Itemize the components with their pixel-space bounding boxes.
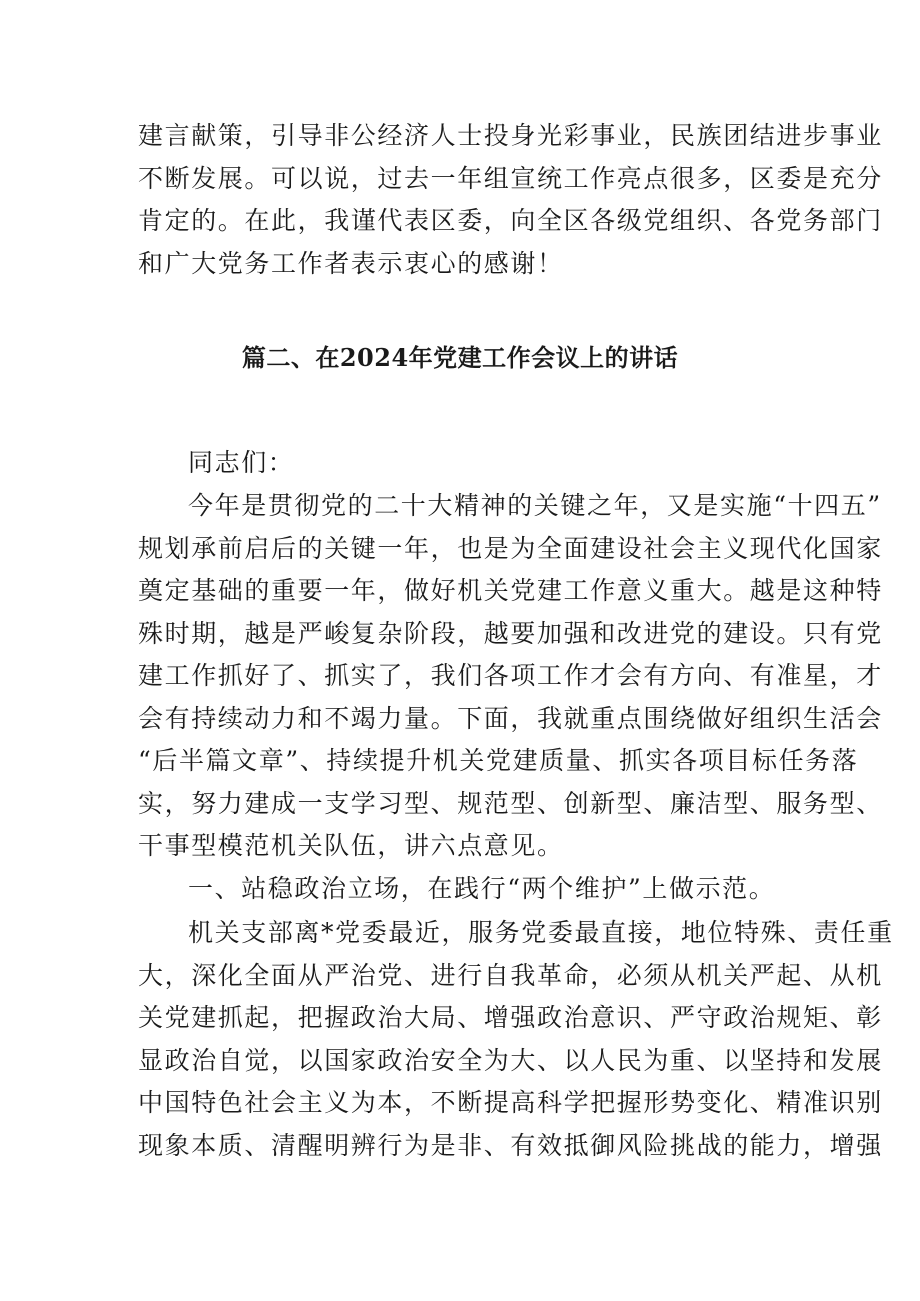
paragraph-line: 中国特色社会主义为本，不断提高科学把握形势变化、精准识别	[138, 1088, 883, 1117]
paragraph-line: 建工作抓好了、抓实了，我们各项工作才会有方向、有准星，才	[138, 661, 883, 690]
continuation-paragraph	[138, 115, 883, 285]
intro-paragraph	[138, 485, 883, 868]
body-paragraph	[138, 912, 894, 1167]
paragraph-line: 殊时期，越是严峻复杂阶段，越要加强和改进党的建设。只有党	[138, 618, 883, 648]
paragraph-line: 奠定基础的重要一年，做好机关党建工作意义重大。越是这种特	[138, 576, 883, 605]
paragraph-line: 显政治自觉，以国家政治安全为大、以人民为重、以坚持和发展	[138, 1045, 883, 1075]
paragraph-line: 现象本质、清醒明辨行为是非、有效抵御风险挑战的能力，增强	[138, 1130, 883, 1160]
point-one-text: 一、站稳政治立场，在践行“两个维护”上做示范。	[188, 874, 776, 903]
paragraph-line: 实，努力建成一支学习型、规范型、创新型、廉洁型、服务型、	[138, 788, 883, 818]
section-heading: 篇二、在2024年党建工作会议上的讲话	[241, 343, 679, 372]
paragraph-line: 和广大党务工作者表示衷心的感谢！	[138, 248, 564, 278]
paragraph-line: 关党建抓起，把握政治大局、增强政治意识、严守政治规矩、彰	[138, 1003, 883, 1032]
paragraph-line: 机关支部离*党委最近，服务党委最直接，地位特殊、责任重	[188, 918, 894, 947]
paragraph-line: 肯定的。在此，我谨代表区委，向全区各级党组织、各党务部门	[138, 206, 883, 235]
paragraph-line: “后半篇文章”、持续提升机关党建质量、抓实各项目标任务落	[138, 746, 859, 775]
salutation-text: 同志们：	[188, 448, 295, 477]
paragraph-line: 大，深化全面从严治党、进行自我革命，必须从机关严起、从机	[138, 960, 883, 990]
salutation	[138, 442, 786, 485]
paragraph-line: 建言献策，引导非公经济人士投身光彩事业，民族团结进步事业	[138, 121, 883, 150]
paragraph-line: 会有持续动力和不竭力量。下面，我就重点围绕做好组织生活会	[138, 703, 883, 733]
point-one-heading	[138, 868, 786, 911]
paragraph-line: 规划承前启后的关键一年，也是为全面建设社会主义现代化国家	[138, 533, 883, 563]
paragraph-line: 不断发展。可以说，过去一年组宣统工作亮点很多，区委是充分	[138, 163, 883, 193]
paragraph-line: 干事型模范机关队伍，讲六点意见。	[138, 831, 564, 860]
paragraph-line: 今年是贯彻党的二十大精神的关键之年，又是实施“十四五”	[188, 491, 882, 520]
